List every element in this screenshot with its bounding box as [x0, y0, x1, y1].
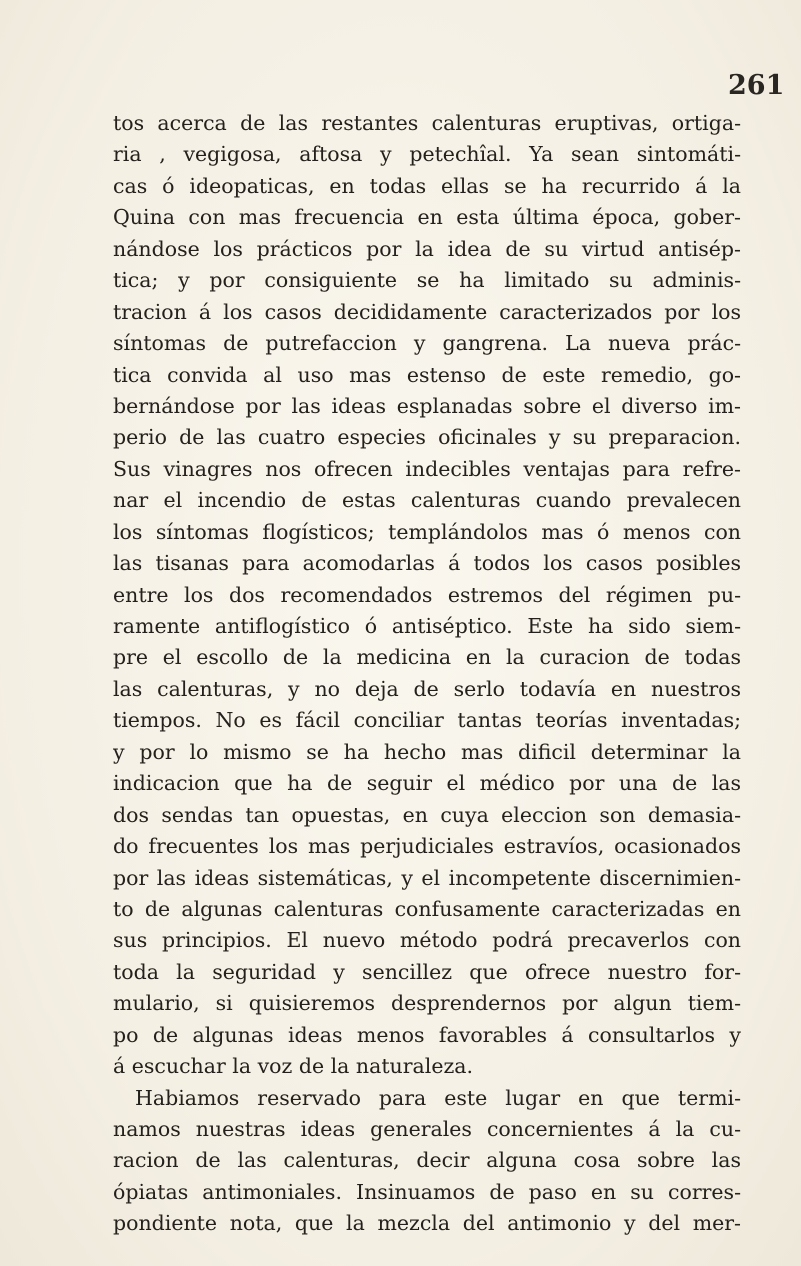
text-line: y por lo mismo se ha hecho mas dificil determinar la — [113, 739, 741, 764]
text-line: por las ideas sistemáticas, y el incompetente discernimien- — [113, 865, 741, 890]
text-line: ópiatas antimoniales. Insinuamos de paso en su corres- — [113, 1179, 741, 1204]
text-line: cas ó ideopaticas, en todas ellas se ha recurrido á la — [113, 173, 741, 198]
text-line: racion de las calenturas, decir alguna cosa sobre las — [113, 1148, 741, 1173]
text-line: do frecuentes los mas perjudiciales estravíos, ocasionados — [113, 834, 741, 859]
text-line: mulario, si quisieremos desprendernos por algun tiem- — [113, 991, 741, 1016]
text-line: Quina con mas frecuencia en esta última época, gober- — [113, 205, 741, 230]
text-line: toda la seguridad y sencillez que ofrece nuestro for- — [113, 959, 741, 984]
body-text — [113, 108, 741, 1240]
text-line: ria , vegigosa, aftosa y petechîal. Ya sean sintomáti- — [113, 142, 741, 167]
text-line: tracion á los casos decididamente caracterizados por los — [113, 299, 741, 324]
text-line: tica convida al uso mas estenso de este remedio, go- — [113, 362, 741, 387]
text-line: to de algunas calenturas confusamente caracterizadas en — [113, 896, 741, 921]
text-line: tiempos. No es fácil conciliar tantas teorías inventadas; — [113, 708, 741, 733]
text-line: síntomas de putrefaccion y gangrena. La nueva prác- — [113, 331, 741, 356]
paragraph-start-line: Habiamos reservado para este lugar en que termi- — [135, 1085, 741, 1110]
paragraph-end-line: á escuchar la voz de la naturaleza. — [113, 1054, 474, 1079]
text-line: indicacion que ha de seguir el médico por una de las — [113, 771, 741, 796]
page-number: 261 — [728, 70, 785, 101]
text-line: tica; y por consiguiente se ha limitado su adminis- — [113, 268, 741, 293]
text-line: entre los dos recomendados estremos del régimen pu- — [113, 582, 741, 607]
text-line: Sus vinagres nos ofrecen indecibles ventajas para refre- — [113, 456, 741, 481]
text-line: namos nuestras ideas generales concernientes á la cu- — [113, 1117, 741, 1141]
text-line: nar el incendio de estas calenturas cuando prevalecen — [113, 488, 741, 513]
text-line: bernándose por las ideas esplanadas sobre el diverso im- — [113, 393, 741, 418]
text-line: ramente antiflogístico ó antiséptico. Este ha sido siem- — [113, 614, 741, 638]
text-line: pondiente nota, que la mezcla del antimonio y del mer- — [113, 1211, 741, 1236]
text-line: las calenturas, y no deja de serlo todavía en nuestros — [113, 676, 741, 701]
text-line: po de algunas ideas menos favorables á consultarlos y — [113, 1022, 741, 1047]
text-line: sus principios. El nuevo método podrá precaverlos con — [113, 928, 741, 953]
text-line: perio de las cuatro especies oficinales y su preparacion. — [113, 425, 741, 450]
text-line: dos sendas tan opuestas, en cuya eleccion son demasia- — [113, 802, 741, 827]
text-line: las tisanas para acomodarlas á todos los casos posibles — [113, 551, 741, 576]
text-line: nándose los prácticos por la idea de su virtud antisép- — [113, 236, 741, 261]
text-line: pre el escollo de la medicina en la curacion de todas — [113, 645, 741, 670]
text-line: los síntomas flogísticos; templándolos mas ó menos con — [113, 519, 741, 544]
text-line: tos acerca de las restantes calenturas eruptivas, ortiga- — [113, 111, 741, 135]
